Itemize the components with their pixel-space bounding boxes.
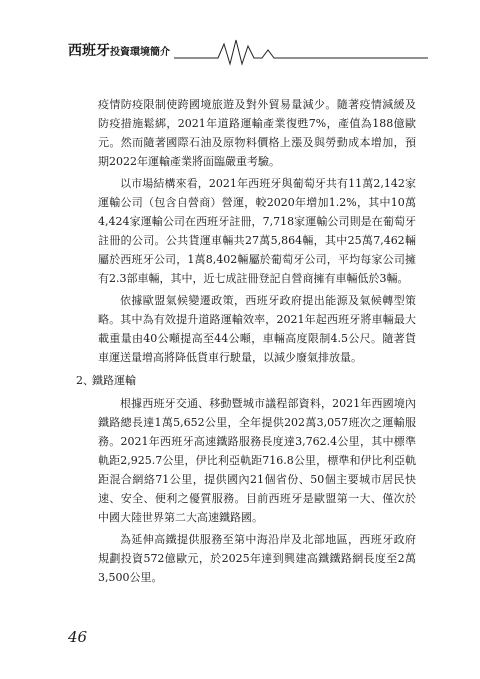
section-heading: [76, 371, 416, 390]
running-title-main: 西班牙: [68, 43, 110, 59]
running-title-sub: 投資環境簡介: [110, 47, 170, 58]
paragraph-1: 疫情防疫限制使跨國境旅遊及對外貿易量減少。隨著疫情減緩及防疫措施鬆綁，2021年道路運輸產業復甦7%，產值為188億歐元。然而隨著國際石油及原物料價格上漲及與勞動成本增加，預期2022年運輸產業將面臨嚴重考驗。: [98, 98, 416, 168]
paragraph-4: 根據西班牙交通、移動暨城市議程部資料，2021年西國境內鐵路總長達1萬5,652公里，全年提供202萬3,057班次之運輸服務。2021年西班牙高速鐵路服務長度達3,762.4公里，其中標準軌距2,925.7公里，伊比利亞軌距716.8公里，標準和伊比利亞軌距混合網絡71公里，提供國內21個省份、50個主要城市居民快速、安全、便利之優質服務。目前西班牙是歐盟第一大、僅次於中國大陸世界第二大高速鐵路國。: [98, 397, 416, 524]
page-number: 46: [68, 628, 88, 646]
section-title: 鐵路運輸: [92, 374, 136, 387]
section-number: 2、: [76, 374, 94, 387]
paragraph-2: 以市場結構來看，2021年西班牙與葡萄牙共有11萬2,142家運輸公司（包含自營商）營運，較2020年增加1.2%，其中10萬4,424家運輸公司在西班牙註冊，7,718家運輸公司則是在葡萄牙註冊的公司。公共貨運車輛共27萬5,864輛，其中25萬7,462輛屬於西班牙公司，1萬8,402輛屬於葡萄牙公司，平均每家公司擁有2.3部車輛，其中，近七成註冊登記自營商擁有車輛低於3輛。: [98, 177, 416, 285]
page-header: [68, 36, 428, 66]
paragraph-3: 依據歐盟氣候變遷政策，西班牙政府提出能源及氣候轉型策略。其中為有效提升道路運輸效率，2021年起西班牙將車輛最大載重量由40公噸提高至44公噸，車輛高度限制4.5公尺。隨著貨車運送量增高將降低貨車行駛量，以減少廢氣排放量。: [98, 294, 416, 364]
body-text: [76, 95, 416, 590]
paragraph-5: 為延伸高鐵提供服務至第中海沿岸及北部地區，西班牙政府規劃投資572億歐元，於2025年達到興建高鐵鐵路網長度至2萬3,500公里。: [98, 533, 416, 584]
running-title: [68, 40, 174, 60]
